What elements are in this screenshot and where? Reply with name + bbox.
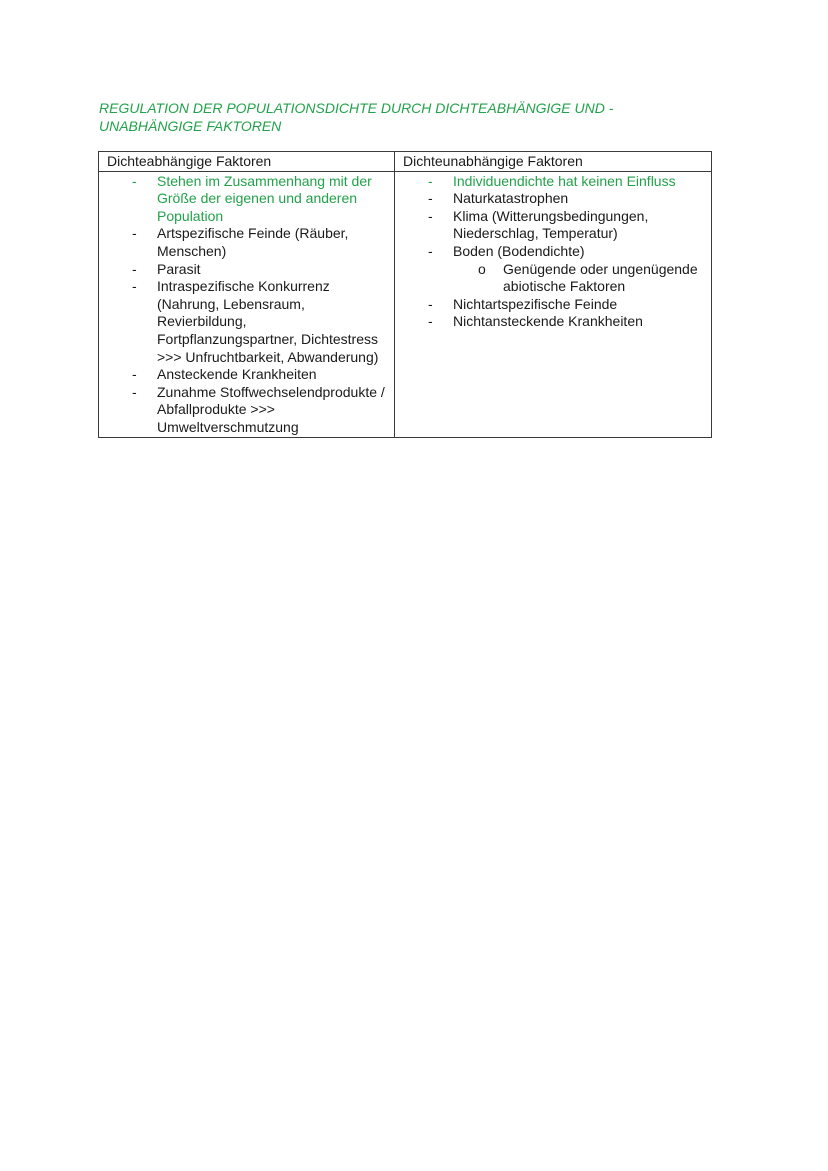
list-item-text: Boden (Bodendichte) [453,242,585,259]
header-density-dependent: Dichteabhängige Faktoren [99,152,395,172]
density-dependent-list [99,173,388,437]
title-line-2: UNABHÄNGIGE FAKTOREN [99,118,282,134]
density-independent-cell [395,171,712,437]
density-dependent-cell [99,171,395,437]
list-item: - Naturkatastrophen [395,190,705,208]
list-item: - Nichtartspezifische Feinde [395,296,705,314]
sub-list [453,261,705,296]
document-title [99,99,699,135]
list-item: - Intraspezifische Konkurrenz (Nahrung, Lebensraum, Revierbildung, Fortpflanzungspartner, Dichtestress >>> Unfruchtbarkeit, Abwanderung) [99,278,388,366]
title-line-1: REGULATION DER POPULATIONSDICHTE DURCH DICHTEABHÄNGIGE UND - [99,100,614,116]
sub-list-item: o Genügende oder ungenügende abiotische Faktoren [453,261,705,296]
list-item: - Stehen im Zusammenhang mit der Größe der eigenen und anderen Population [99,173,388,226]
list-item: - Zunahme Stoffwechselendprodukte / Abfallprodukte >>> Umweltverschmutzung [99,384,388,437]
factors-table [98,151,712,438]
density-independent-list [395,173,705,331]
list-item [395,243,705,296]
list-item: - Artspezifische Feinde (Räuber, Menschen) [99,225,388,260]
table-header-row [99,152,712,172]
list-item: - Nichtansteckende Krankheiten [395,313,705,331]
table-body-row [99,171,712,437]
list-item: - Ansteckende Krankheiten [99,366,388,384]
list-item: - Individuendichte hat keinen Einfluss [395,173,705,191]
header-density-independent: Dichteunabhängige Faktoren [395,152,712,172]
list-item: - Parasit [99,261,388,279]
list-item: - Klima (Witterungsbedingungen, Niederschlag, Temperatur) [395,208,705,243]
